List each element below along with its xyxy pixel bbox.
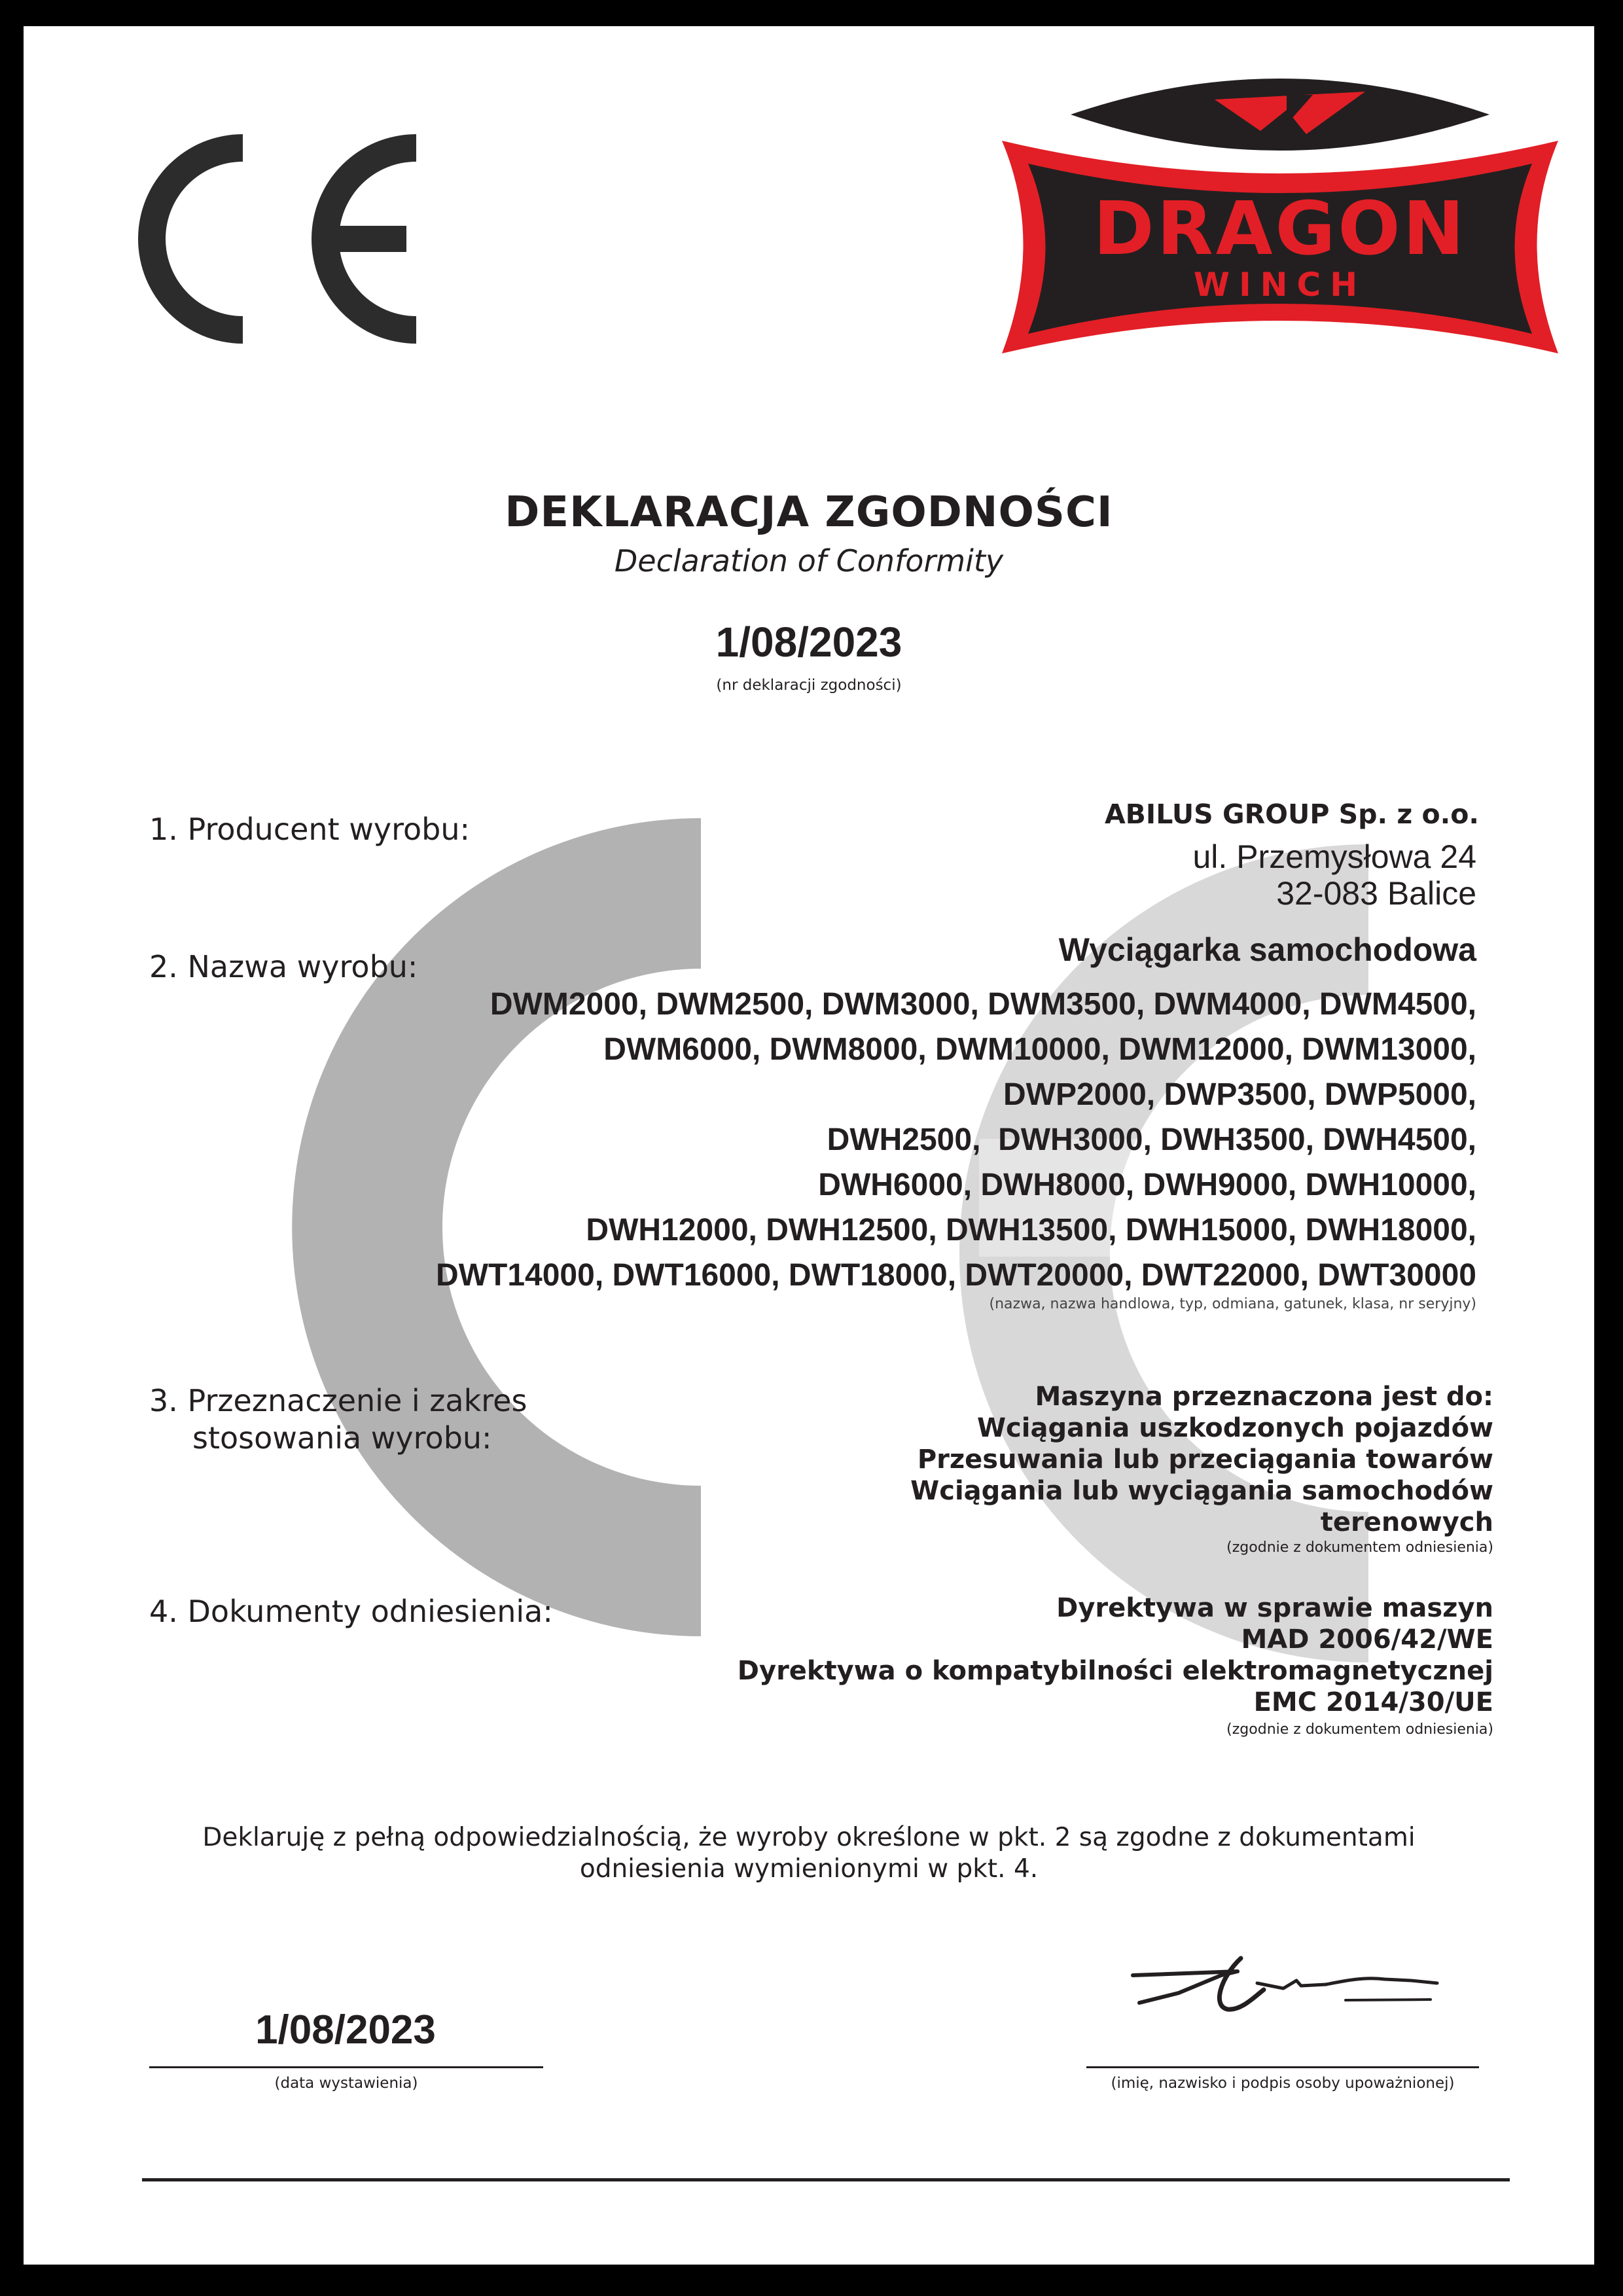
model-line: DWT14000, DWT16000, DWT18000, DWT20000, DWT22000, DWT30000 bbox=[436, 1258, 1476, 1293]
page-subtitle: Declaration of Conformity bbox=[614, 543, 1004, 579]
document-page bbox=[24, 26, 1594, 2265]
product-name: Wyciągarka samochodowa bbox=[1058, 931, 1476, 968]
purpose-line: terenowych bbox=[1320, 1507, 1493, 1537]
declaration-number-caption: (nr deklaracji zgodności) bbox=[716, 677, 902, 694]
model-line: DWH6000, DWH8000, DWH9000, DWH10000, bbox=[818, 1168, 1476, 1202]
issue-date-caption: (data wystawienia) bbox=[274, 2075, 418, 2092]
logo-sub: WINCH bbox=[1193, 266, 1367, 304]
reference-doc-line: Dyrektywa w sprawie maszyn bbox=[1056, 1593, 1493, 1623]
section4-label: 4. Dokumenty odniesienia: bbox=[149, 1594, 553, 1629]
purpose-line: Wciągania lub wyciągania samochodów bbox=[910, 1476, 1493, 1506]
producer-city: 32-083 Balice bbox=[1276, 875, 1476, 912]
producer-name: ABILUS GROUP Sp. z o.o. bbox=[1104, 798, 1479, 830]
declaration-line: Deklaruję z pełną odpowiedzialnością, że wyroby określone w pkt. 2 są zgodne z dokumentami bbox=[202, 1823, 1416, 1852]
model-line: DWH2500, DWH3000, DWH3500, DWH4500, bbox=[827, 1122, 1476, 1157]
ce-mark-icon bbox=[135, 131, 423, 347]
page-title: DEKLARACJA ZGODNOŚCI bbox=[505, 488, 1113, 537]
model-line: DWM6000, DWM8000, DWM10000, DWM12000, DWM13000, bbox=[603, 1032, 1476, 1067]
reference-doc-line: Dyrektywa o kompatybilności elektromagnetycznej bbox=[737, 1656, 1493, 1686]
purpose-line: Maszyna przeznaczona jest do: bbox=[1035, 1382, 1493, 1412]
bottom-divider bbox=[142, 2178, 1510, 2181]
signature-rule bbox=[1086, 2066, 1479, 2068]
reference-doc-line: MAD 2006/42/WE bbox=[1241, 1624, 1493, 1655]
section3-label-line: stosowania wyrobu: bbox=[192, 1420, 492, 1456]
product-caption: (nazwa, nazwa handlowa, typ, odmiana, gatunek, klasa, nr seryjny) bbox=[989, 1296, 1476, 1312]
logo-brand: DRAGON bbox=[1093, 187, 1467, 272]
product-models bbox=[436, 982, 1476, 1298]
purpose-line: Wciągania uszkodzonych pojazdów bbox=[976, 1413, 1493, 1443]
declaration-statement bbox=[24, 1822, 1594, 1885]
model-line: DWM2000, DWM2500, DWM3000, DWM3500, DWM4000, DWM4500, bbox=[490, 987, 1476, 1022]
purpose-line: Przesuwania lub przeciągania towarów bbox=[917, 1444, 1493, 1475]
issue-date-rule bbox=[149, 2066, 543, 2068]
section3-label-line: 3. Przeznaczenie i zakres bbox=[149, 1383, 527, 1418]
reference-docs-caption: (zgodnie z dokumentem odniesienia) bbox=[1226, 1721, 1493, 1738]
signature-caption: (imię, nazwisko i podpis osoby upoważnionej) bbox=[1111, 2075, 1455, 2092]
declaration-number: 1/08/2023 bbox=[715, 619, 902, 666]
purpose-caption: (zgodnie z dokumentem odniesienia) bbox=[1226, 1539, 1493, 1556]
producer-street: ul. Przemysłowa 24 bbox=[1192, 838, 1476, 875]
purpose-block bbox=[910, 1381, 1493, 1538]
section1-label: 1. Producent wyrobu: bbox=[149, 812, 470, 847]
reference-doc-line: EMC 2014/30/UE bbox=[1253, 1687, 1493, 1717]
declaration-line: odniesienia wymienionymi w pkt. 4. bbox=[579, 1854, 1039, 1884]
issue-date: 1/08/2023 bbox=[255, 2007, 436, 2053]
dragon-winch-logo bbox=[999, 59, 1561, 360]
reference-docs-block bbox=[738, 1592, 1493, 1718]
model-line: DWP2000, DWP3500, DWP5000, bbox=[1003, 1077, 1476, 1112]
section3-label bbox=[149, 1382, 527, 1457]
section2-label: 2. Nazwa wyrobu: bbox=[149, 949, 418, 984]
model-line: DWH12000, DWH12500, DWH13500, DWH15000, DWH18000, bbox=[586, 1213, 1476, 1247]
signature-image bbox=[1130, 1937, 1444, 2029]
